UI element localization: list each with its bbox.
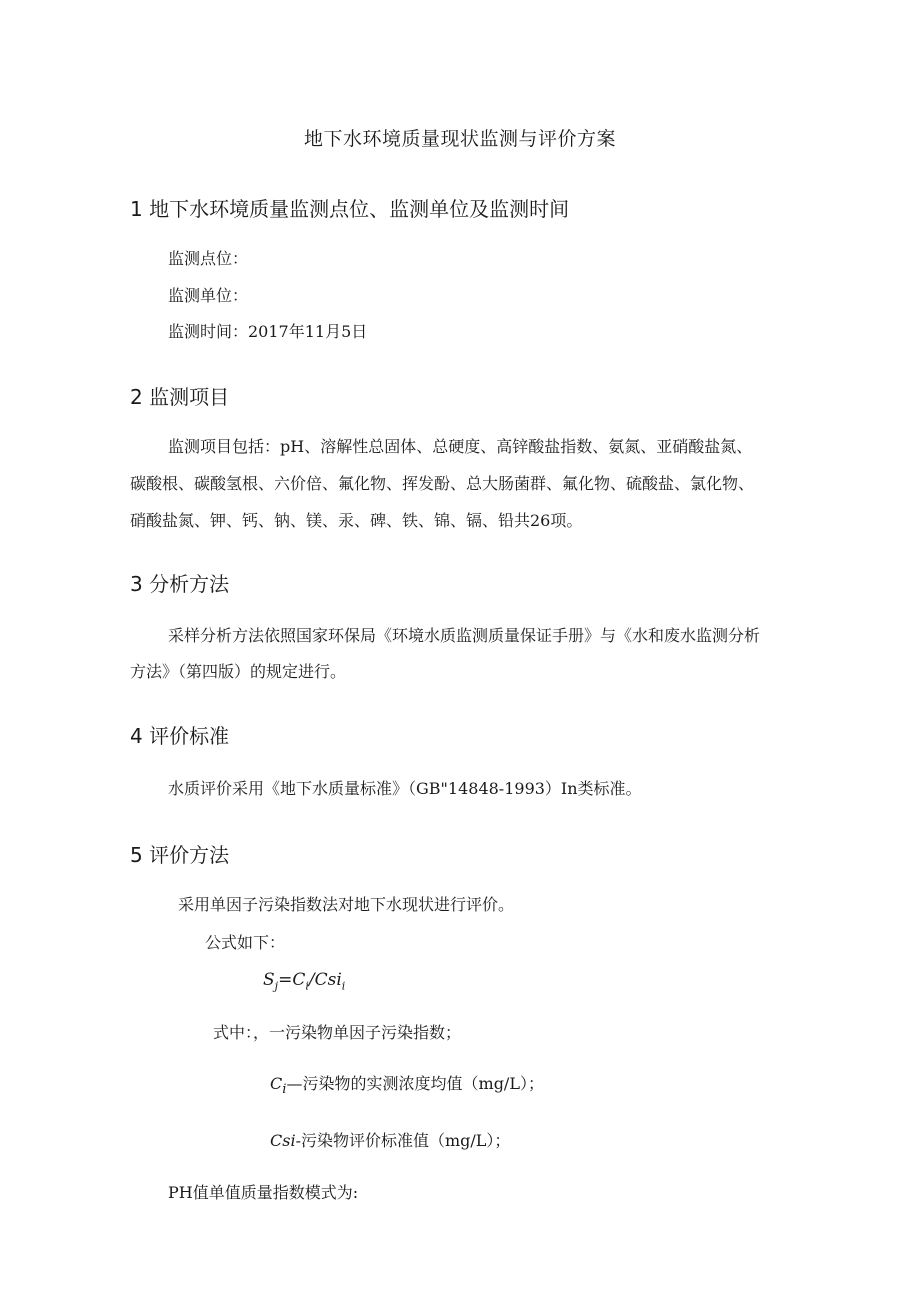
definition-ci-line [270,1071,544,1097]
monitoring-unit-line: 监测单位： [168,286,249,305]
monitoring-site-line: 监测点位： [168,249,249,268]
definition-csi-line [270,1128,510,1151]
formula-s-subscript: j [274,979,279,993]
formula-c-subscript: i [305,979,309,993]
analysis-method-line-1: 采样分析方法依照国家环保局《环境水质监测质量保证手册》与《水和废水监测分析 [168,626,761,645]
definition-line-1: 式中：，一污染物单因子污染指数； [213,1023,462,1042]
ph-index-line: PH值单值质量指数模式为: [168,1183,359,1202]
section-4-heading: 4 评价标准 [130,724,230,748]
formula-csi-subscript: i [341,979,346,993]
csi-description: -污染物评价标准值（mg/L）； [295,1131,511,1150]
formula-eq-c: =C [278,970,306,990]
evaluation-method-line: 采用单因子污染指数法对地下水现状进行评价。 [178,895,515,914]
ci-description: —污染物的实测浓度均值（mg/L）； [286,1074,544,1093]
monitoring-items-line-1: 监测项目包括：pH、溶解性总固体、总硬度、高锌酸盐指数、氨氮、亚硝酸盐氮、 [168,437,753,456]
analysis-method-line-2: 方法》（第四版）的规定进行。 [130,662,347,681]
monitoring-items-line-3: 硝酸盐氮、钾、钙、钠、镁、汞、碑、铁、锦、镉、铅共26项。 [130,511,583,530]
section-2-heading: 2 监测项目 [130,385,230,409]
monitoring-time-line: 监测时间：2017年11月5日 [168,322,368,341]
section-5-heading: 5 评价方法 [130,843,230,867]
page-title: 地下水环境质量现状监测与评价方案 [303,128,616,150]
formula-s: S [263,970,275,990]
section-1-heading: 1 地下水环境质量监测点位、监测单位及监测时间 [130,197,570,221]
monitoring-items-line-2: 碳酸根、碳酸氢根、六价倍、氟化物、挥发酚、总大肠菌群、氟化物、硫酸盐、氯化物、 [130,474,755,493]
formula-intro-line: 公式如下： [205,933,286,952]
section-3-heading: 3 分析方法 [130,572,230,596]
formula-csi: /Csi [308,970,342,990]
evaluation-standard-line: 水质评价采用《地下水质量标准》（GB"14848-1993）In类标准。 [168,779,642,798]
ci-variable: C [270,1074,283,1093]
pollution-index-formula [263,970,345,992]
csi-variable: Csi [270,1131,296,1150]
ci-subscript: i [282,1082,287,1098]
